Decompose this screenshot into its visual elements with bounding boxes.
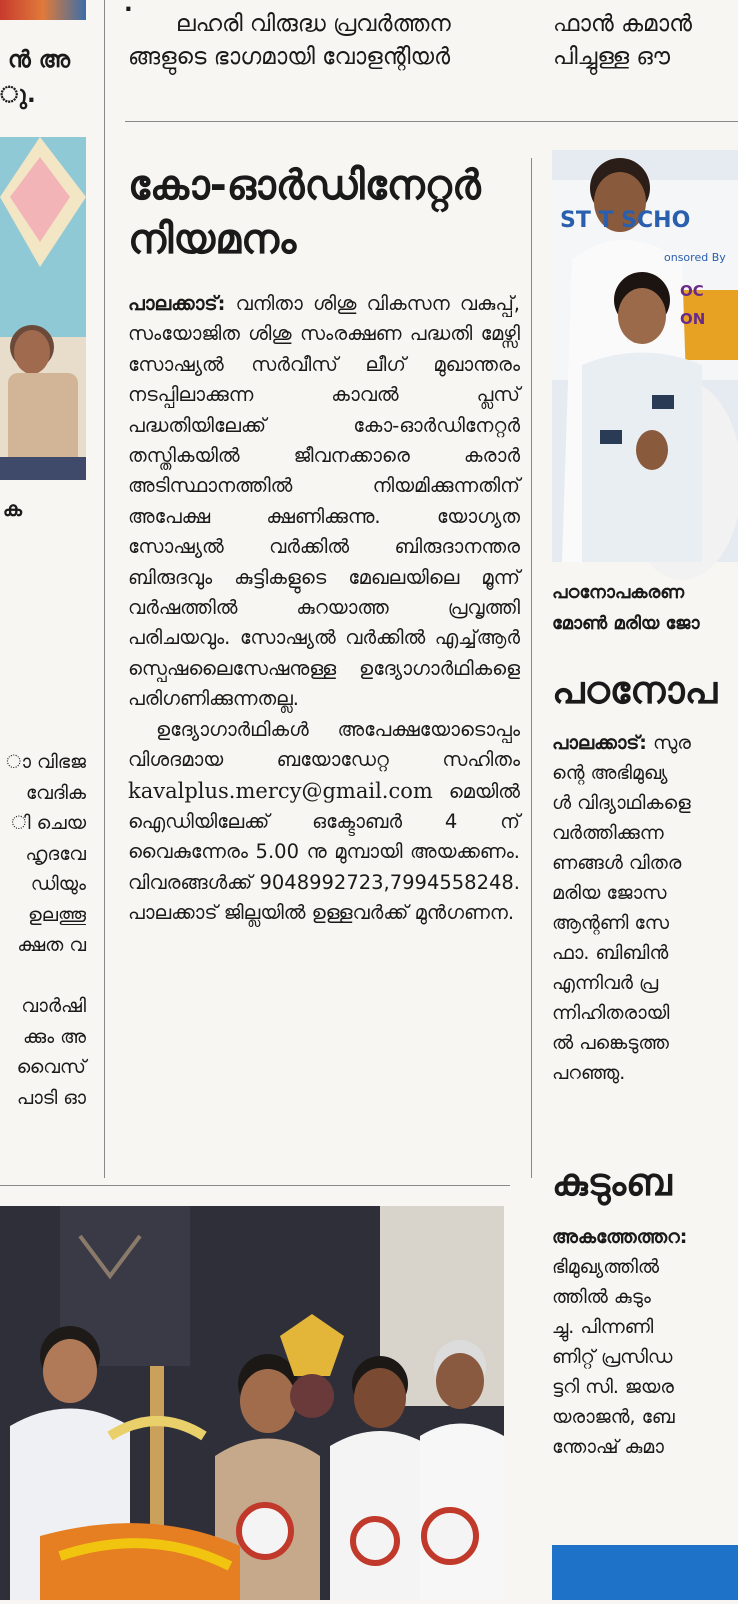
left-top-photo <box>0 0 86 20</box>
left-body-line: വാർഷി <box>21 995 86 1017</box>
top-rule <box>125 121 738 122</box>
left-body-line <box>0 961 86 992</box>
right-story-1-line: പറഞ്ഞു. <box>552 1062 626 1084</box>
photo-logo-text-2: ON <box>680 310 706 328</box>
left-body-line: ി ചെയ <box>11 812 86 834</box>
right-photo-caption-2: മോൺ മരിയ ജോ <box>552 613 700 634</box>
right-blue-box <box>552 1545 738 1600</box>
article-body <box>128 289 520 929</box>
left-body-line: ഹൃദവേ <box>25 842 86 865</box>
right-story-1-line: ന്റെ അഭിമുഖ്യ <box>552 762 668 784</box>
right-story-1-line: മരിയ ജോസ <box>552 882 667 904</box>
right-story-1-line: വർത്തിക്കുന്ന <box>552 822 664 844</box>
article-paragraph-2-end: മെയിൽ ഐഡിയിലേക്ക് ഒക്ടോബർ 4 ന് വൈകുന്നേരം 5.00 നു മുമ്പായി അയക്കണം. വിവരങ്ങൾക്ക് 9048992723,7994558248. പാലക്കാട് ജില്ലയിൽ ഉള്ളവർക്ക് മുൻഗണന. <box>128 779 520 925</box>
left-body-text <box>0 747 86 1113</box>
left-top-fragment: . <box>124 0 133 17</box>
column-rule-right <box>531 158 532 1178</box>
right-story-1-line: ന്നിഹിതരായി <box>552 1002 670 1024</box>
right-story-1-line: ആന്റണി സേ <box>552 912 669 934</box>
right-story-1-line: ൽ പങ്കെടുത്ത <box>552 1032 669 1054</box>
right-story-2 <box>552 1222 738 1462</box>
left-photo <box>0 137 86 480</box>
article-paragraph-1-text: വനിതാ ശിശു വികസന വകുപ്പ്, സംയോജിത ശിശു സംരക്ഷണ പദ്ധതി മേഴ്സി സോഷ്യൽ സർവീസ് ലീഗ് മുഖാന്തരം നടപ്പിലാക്കുന്ന കാവൽ പ്ലസ് പദ്ധതിയിലേക്ക് കോ-ഓർഡിനേറ്റർ തസ്തികയിൽ ജീവനക്കാരെ കരാർ അടിസ്ഥാനത്തിൽ നിയമിക്കുന്നതിന് അപേക്ഷ ക്ഷണിക്കുന്നു. യോഗ്യത സോഷ്യൽ വർക്കിൽ ബിരുദാനന്തര ബിരുദവും കുട്ടികളുടെ മേഖലയിലെ മൂന്ന് വർഷത്തിൽ കുറയാത്ത പ്രവൃത്തി പരിചയവും. സോഷ്യൽ വർക്കിൽ എച്ച്ആർ സ്പെഷലൈസേഷനുള്ള ഉദ്യോഗാർഥികളെ പരിഗണിക്കുന്നതല്ല. <box>128 292 520 711</box>
article-dateline: പാലക്കാട്: <box>128 292 226 315</box>
right-story-1-line-first <box>552 728 738 758</box>
left-photo-caption: ക <box>2 497 22 521</box>
bottom-rule <box>0 1185 510 1186</box>
right-story-2-line: യരാജൻ, ബേ <box>552 1406 675 1428</box>
right-story-1-line: ൾ വിദ്യാഥികളെ <box>552 792 691 814</box>
right-story-2-line: ട്ടറി സി. ജയര <box>552 1376 674 1398</box>
left-body-line: ക്കും അ <box>23 1025 86 1048</box>
article-paragraph-1 <box>128 289 520 715</box>
top-mid-line-1: ലഹരി വിരുദ്ധ പ്രവർത്തന <box>176 11 451 37</box>
right-story-2-line: ന്തോഷ് കുമാ <box>552 1436 664 1458</box>
right-dateline-2: അകത്തേത്തറ: <box>552 1226 688 1248</box>
right-story-2-line: ച്ചു. പിന്നണി <box>552 1316 654 1338</box>
article-paragraph-2-start: ഉദ്യോഗാർഥികൾ അപേക്ഷയോടൊപ്പം വിശദമായ ബയോഡേറ്റ സഹിതം <box>128 717 520 772</box>
left-body-line: പാടി ഓ <box>16 1086 86 1109</box>
right-story-1-line: ണങ്ങൾ വിതര <box>552 852 682 874</box>
left-body-line: വേദിക <box>25 781 86 804</box>
top-right-line-2: പിച്ചുള്ള ഔ <box>553 44 670 70</box>
bottom-event-photo <box>0 1206 504 1600</box>
left-body-line: ക്ഷത വ <box>17 934 86 956</box>
right-story-2-line: ത്തിൽ കുടും <box>552 1286 651 1308</box>
right-dateline-1: പാലക്കാട്: <box>552 732 647 754</box>
photo-banner-text: ST T SCHO <box>560 208 691 233</box>
article-paragraph-2 <box>128 715 520 929</box>
photo-sponsor-text: onsored By <box>664 251 726 264</box>
right-story-1-line: ഫാ. ബിബിൻ <box>552 942 669 964</box>
left-body-line: വൈസ് <box>16 1056 86 1078</box>
right-photo <box>552 150 738 562</box>
top-right-line-1: ഫാൻ കമാൻ <box>553 11 692 37</box>
right-story-2-line: ണിറ്റ് പ്രസിഡ <box>552 1346 673 1368</box>
right-headline-2: കുടുംബ <box>552 1160 672 1204</box>
right-story-1-line: എന്നിവർ പ്ര <box>552 972 659 994</box>
photo-logo-text: OC <box>680 282 704 300</box>
right-story-2-line: ഭിമുഖ്യത്തിൽ <box>552 1256 659 1278</box>
left-body-line: ാ വിഭജ <box>6 751 86 773</box>
right-headline-1: പഠനോപ <box>552 668 718 712</box>
left-headline-line-2: ു. <box>0 82 36 108</box>
left-headline-line-1: ൻ അ <box>7 47 70 73</box>
article-email: kavalplus.mercy@gmail.com <box>128 778 433 803</box>
left-body-line: ഉലത്തൂ <box>28 903 86 926</box>
article-headline: കോ-ഓർഡിനേറ്റർ നിയമനം <box>128 161 481 263</box>
column-rule-left <box>104 0 105 1178</box>
top-mid-line-2: ങ്ങളുടെ ഭാഗമായി വോളന്റിയർ <box>128 44 451 70</box>
right-photo-caption-1: പഠനോപകരണ <box>552 582 685 603</box>
left-body-line: ഡിയും <box>30 873 86 895</box>
right-story-1-line: സുര <box>652 732 691 754</box>
right-story-1 <box>552 728 738 1088</box>
